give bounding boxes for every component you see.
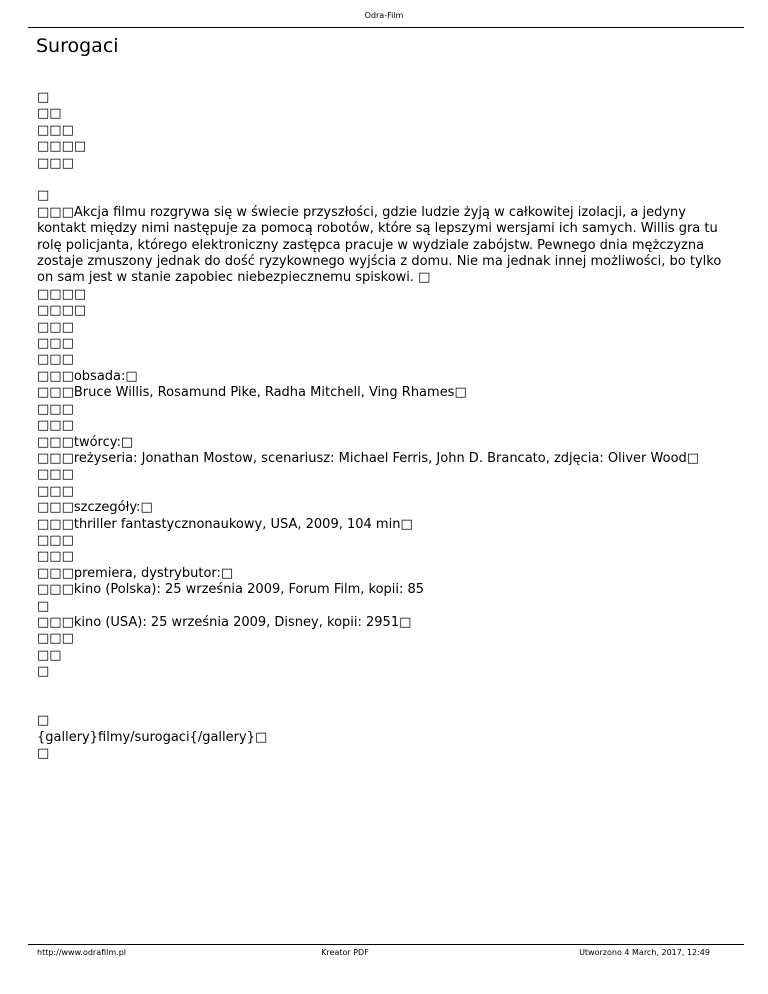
crew-heading: □□□twórcy:□ — [37, 434, 134, 450]
body-line: □□□□ — [37, 139, 87, 155]
body-line: □□□□ — [37, 286, 87, 302]
premiere-poland: □□□kino (Polska): 25 września 2009, Forum Film, kopii: 85 — [37, 582, 425, 598]
body-line: □□□ — [37, 155, 74, 171]
synopsis-paragraph: □□□Akcja filmu rozgrywa się w świecie przyszłości, gdzie ludzie żyją w całkowitej izolacji, a jedyny kontakt między nimi następuje za pomocą robotów, które są lepszymi wersjami ich samych. Willis gra tu rolę policjanta, którego elektroniczny zastępca pracuje w wydziale zabójstw. Pewnego dnia mężczyzna zostaje zmuszony jednak do dość ryzykownego wyjścia z domu. Nie ma jednak innej możliwości, bo tylko on sam jest w stanie zapobiec niebezpiecznemu spiskowi. □ — [37, 204, 722, 286]
body-line: □□□ — [37, 631, 74, 647]
body-line: □□ — [37, 106, 62, 122]
cast-list: □□□Bruce Willis, Rosamund Pike, Radha Mitchell, Ving Rhames□ — [37, 385, 467, 401]
body-line: □ — [37, 598, 50, 614]
footer-url: http://www.odrafilm.pl — [37, 948, 127, 957]
details-heading: □□□szczegóły:□ — [37, 500, 153, 516]
body-line: □□ — [37, 647, 62, 663]
body-line: □ — [37, 713, 50, 729]
body-line: □□□ — [37, 336, 74, 352]
body-line: □ — [37, 746, 50, 762]
body-line: □□□ — [37, 401, 74, 417]
footer-created-date: Utworzono 4 March, 2017, 12:49 — [579, 948, 710, 957]
premiere-heading: □□□premiera, dystrybutor:□ — [37, 565, 234, 581]
body-line: □□□ — [37, 122, 74, 138]
article-body — [37, 90, 727, 763]
gallery-shortcode: {gallery}filmy/surogaci{/gallery}□ — [37, 729, 268, 745]
body-line — [37, 697, 727, 713]
body-line: □□□ — [37, 319, 74, 335]
body-line: □ — [37, 664, 50, 680]
body-line: □□□ — [37, 352, 74, 368]
cast-heading: □□□obsada:□ — [37, 368, 138, 384]
body-line: □ — [37, 188, 50, 204]
page-title: Surogaci — [36, 35, 119, 57]
body-line: □□□ — [37, 467, 74, 483]
body-line: □ — [37, 90, 50, 105]
body-line: □□□ — [37, 532, 74, 548]
header-site-title: Odra-Film — [364, 11, 404, 20]
body-line: □□□ — [37, 549, 74, 565]
body-line — [37, 681, 727, 697]
body-line: □□□ — [37, 418, 74, 434]
body-line — [37, 172, 727, 188]
crew-list: □□□reżyseria: Jonathan Mostow, scenariusz: Michael Ferris, John D. Brancato, zdjęcia: Oliver Wood□ — [37, 450, 700, 466]
header-divider — [28, 27, 744, 28]
footer-divider — [28, 944, 744, 945]
body-line: □□□ — [37, 483, 74, 499]
footer-generator: Kreator PDF — [321, 948, 369, 957]
body-line: □□□□ — [37, 303, 87, 319]
details-text: □□□thriller fantastycznonaukowy, USA, 2009, 104 min□ — [37, 516, 413, 532]
premiere-usa: □□□kino (USA): 25 września 2009, Disney, kopii: 2951□ — [37, 614, 412, 630]
